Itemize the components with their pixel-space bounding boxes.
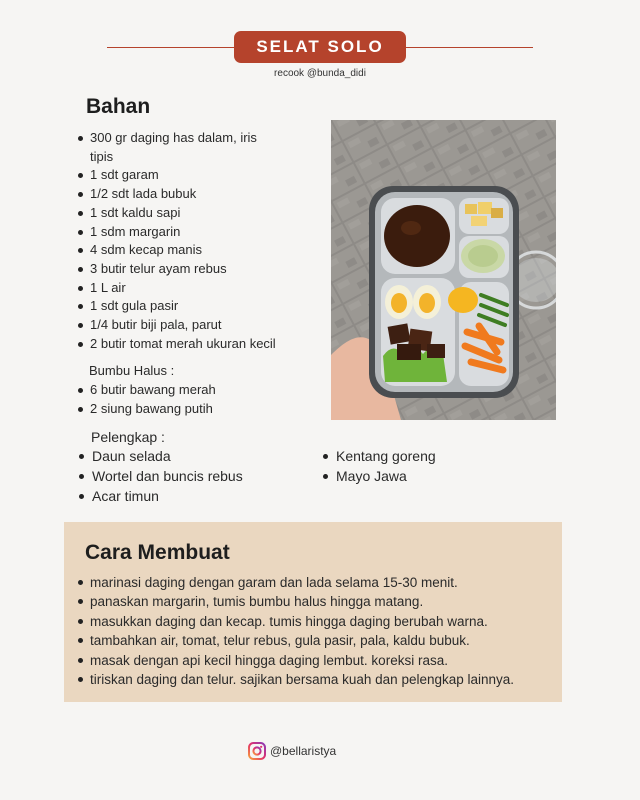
bullet-icon: [78, 286, 83, 291]
bullet-icon: [78, 230, 83, 235]
list-item: tiriskan daging dan telur. sajikan bersama kuah dan pelengkap lainnya.: [90, 670, 560, 689]
list-item: Acar timun: [92, 486, 243, 506]
bullet-icon: [79, 494, 84, 499]
footer: [248, 742, 336, 760]
bullet-icon: [78, 619, 83, 624]
list-item: 2 siung bawang putih: [90, 400, 216, 419]
list-item: panaskan margarin, tumis bumbu halus hingga matang.: [90, 592, 560, 611]
list-item: 4 sdm kecap manis: [90, 241, 315, 260]
list-item: 1 sdt garam: [90, 166, 315, 185]
list-item: 3 butir telur ayam rebus: [90, 260, 315, 279]
bullet-icon: [78, 580, 83, 585]
list-item: Daun selada: [92, 446, 243, 466]
list-item: Kentang goreng: [336, 446, 436, 466]
bullet-icon: [78, 192, 83, 197]
instagram-icon: [248, 742, 266, 760]
list-item: 1/4 butir biji pala, parut: [90, 316, 315, 335]
bahan-heading: Bahan: [86, 95, 151, 118]
bullet-icon: [79, 454, 84, 459]
lunchbox-photo: [331, 120, 556, 420]
list-item: 1 L air: [90, 279, 315, 298]
cara-membuat-heading: Cara Membuat: [85, 541, 230, 564]
list-item: 2 butir tomat merah ukuran kecil: [90, 335, 315, 354]
pelengkap-list-right: [336, 446, 436, 486]
bullet-icon: [78, 658, 83, 663]
bullet-icon: [78, 248, 83, 253]
bullet-icon: [78, 407, 83, 412]
steps-list: [90, 573, 560, 689]
list-item: marinasi daging dengan garam dan lada selama 15-30 menit.: [90, 573, 560, 592]
bullet-icon: [323, 454, 328, 459]
bullet-icon: [78, 388, 83, 393]
title-divider-right: [406, 47, 533, 48]
list-item: 1 sdt gula pasir: [90, 297, 315, 316]
bullet-icon: [78, 211, 83, 216]
list-item: 1 sdm margarin: [90, 223, 315, 242]
list-item: masukkan daging dan kecap. tumis hingga daging berubah warna.: [90, 612, 560, 631]
bullet-icon: [78, 304, 83, 309]
title-divider-left: [107, 47, 234, 48]
bumbu-halus-label: Bumbu Halus :: [89, 363, 175, 378]
bullet-icon: [79, 474, 84, 479]
bullet-icon: [78, 267, 83, 272]
bumbu-list: [90, 381, 216, 418]
pelengkap-list-left: [92, 446, 243, 506]
bullet-icon: [78, 342, 83, 347]
bullet-icon: [323, 474, 328, 479]
list-item: 6 butir bawang merah: [90, 381, 216, 400]
bullet-icon: [78, 323, 83, 328]
bullet-icon: [78, 677, 83, 682]
list-item: Mayo Jawa: [336, 466, 436, 486]
list-item: Wortel dan buncis rebus: [92, 466, 243, 486]
ingredient-list: [90, 129, 315, 353]
bullet-icon: [78, 173, 83, 178]
list-item: 1/2 sdt lada bubuk: [90, 185, 315, 204]
pelengkap-label: Pelengkap :: [91, 429, 165, 445]
instagram-handle[interactable]: @bellaristya: [270, 744, 337, 758]
list-item: 1 sdt kaldu sapi: [90, 204, 315, 223]
title-banner: [0, 31, 640, 63]
recook-credit: recook @bunda_didi: [274, 68, 366, 79]
list-item: tambahkan air, tomat, telur rebus, gula pasir, pala, kaldu bubuk.: [90, 631, 560, 650]
list-item: 300 gr daging has dalam, iris tipis: [90, 129, 315, 166]
bullet-icon: [78, 136, 83, 141]
page-title: SELAT SOLO: [234, 31, 406, 63]
list-item: masak dengan api kecil hingga daging lembut. koreksi rasa.: [90, 651, 560, 670]
